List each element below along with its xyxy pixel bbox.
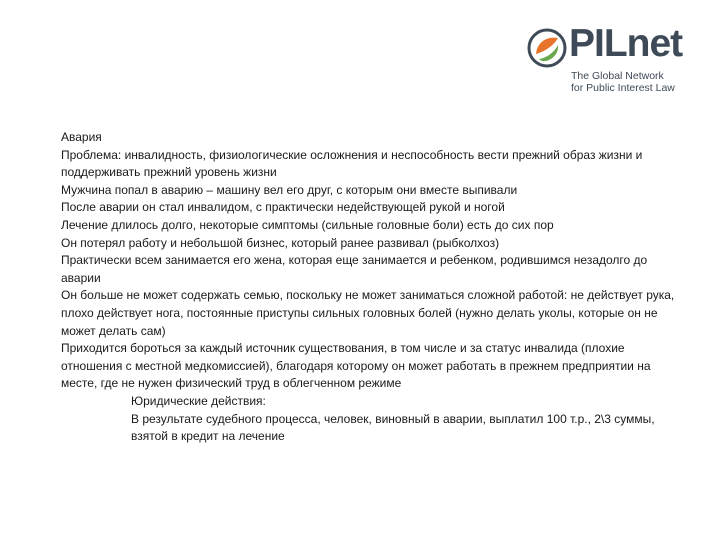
case-description <box>61 129 681 446</box>
logo-wordmark: PILnet <box>569 22 683 65</box>
case-paragraph: Он больше не может содержать семью, поскольку не может заниматься сложной работой: не действует рука, плохо действует нога, постоянные приступы сильных головных болей (нужно делать уколы, которые он не может делать сам) <box>61 288 675 338</box>
pilnet-logo <box>527 22 697 96</box>
logo-tagline-line2: for Public Interest Law <box>571 82 675 94</box>
legal-actions-result: В результате судебного процесса, человек, виновный в аварии, выплатил 100 т.р., 2\3 суммы, взятой в кредит на лечение <box>131 411 655 444</box>
legal-actions-heading: Юридические действия: <box>131 393 266 408</box>
pilnet-emblem-icon <box>527 28 567 68</box>
case-paragraph: Мужчина попал в аварию – машину вел его друг, с которым они вместе выпивали <box>61 182 518 197</box>
case-paragraph: Лечение длилось долго, некоторые симптомы (сильные головные боли) есть до сих пор <box>61 217 554 232</box>
logo-tagline <box>571 70 675 94</box>
case-paragraph: Он потерял работу и небольшой бизнес, который ранее развивал (рыбколхоз) <box>61 235 500 250</box>
case-paragraph: Приходится бороться за каждый источник существования, в том числе и за статус инвалида (плохие отношения с местной медкомиссией), благодаря которому он может работать в прежнем предприятии на месте, где не нужен физический труд в облегченном режиме <box>61 341 651 391</box>
logo-tagline-line1: The Global Network <box>571 70 664 82</box>
case-paragraph: После аварии он стал инвалидом, с практически недействующей рукой и ногой <box>61 200 505 215</box>
case-paragraph: Проблема: инвалидность, физиологические осложнения и неспособность вести прежний образ жизни и поддерживать прежний уровень жизни <box>61 147 643 180</box>
case-paragraph: Практически всем занимается его жена, которая еще занимается и ребенком, родившимся незадолго до аварии <box>61 253 648 285</box>
case-title: Авария <box>61 130 102 144</box>
